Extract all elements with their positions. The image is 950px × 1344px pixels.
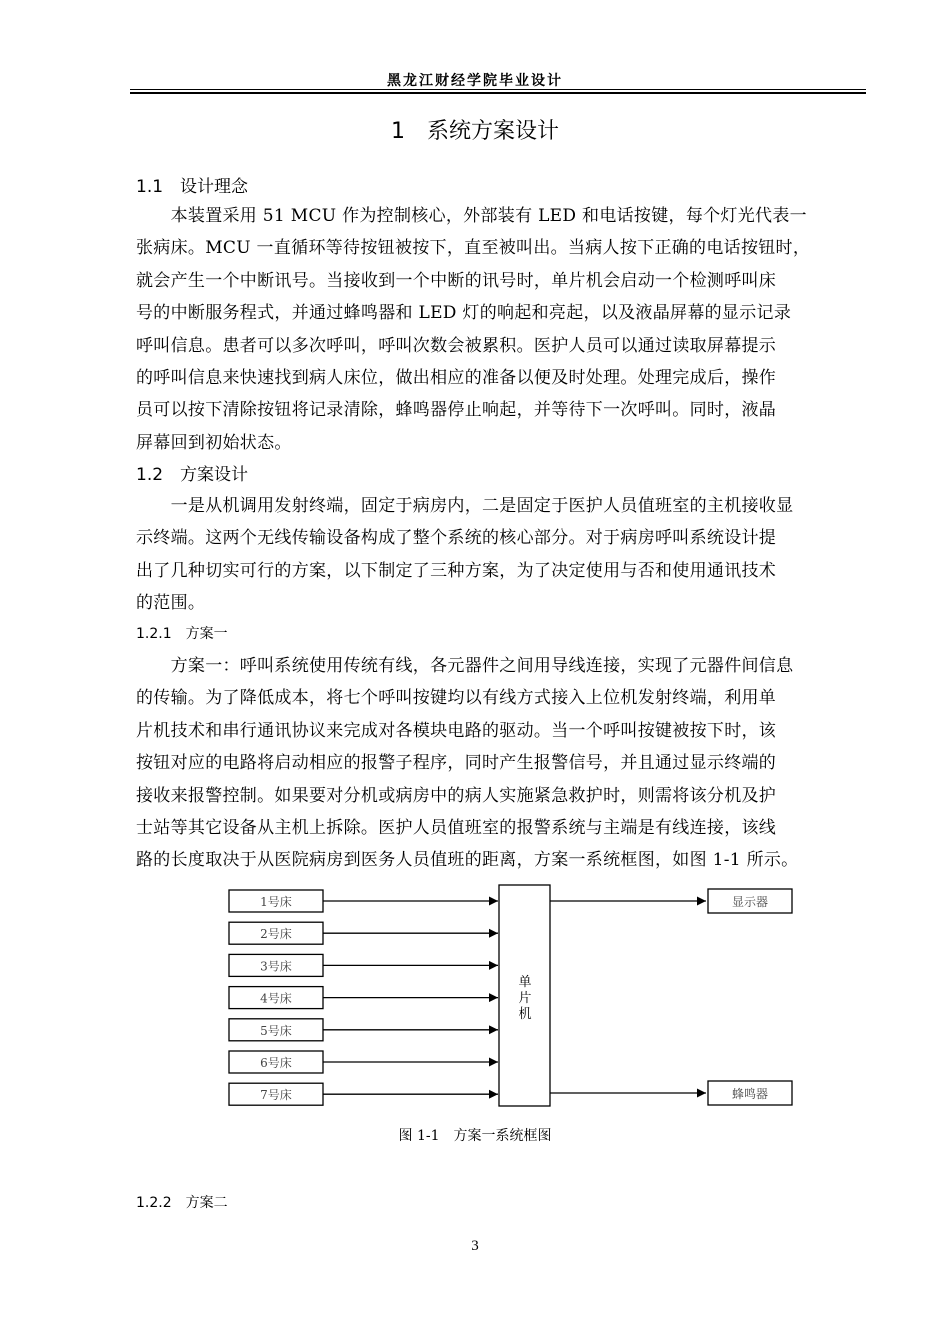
header-rule-thick [130,92,866,94]
section-heading-1-2-1: 1.2.1 方案一 [136,626,228,642]
buzzer-label: 蜂鸣器 [731,1087,769,1101]
bed-label: 5号床 [260,1023,292,1038]
paragraph-design-concept [136,200,860,459]
section-heading-1-2: 1.2 方案设计 [136,465,249,485]
mcu-label [518,975,531,1022]
text-line: 的范围。 [136,593,206,614]
bed-label: 3号床 [260,959,292,974]
text-line: 屏幕回到初始状态。 [136,432,292,453]
mcu-label-char: 机 [518,1007,532,1022]
system-block-diagram [220,880,800,1110]
paragraph-scheme-design [136,490,860,620]
text-line: 就会产生一个中断讯号。当接收到一个中断的讯号时，单片机会启动一个检测呼叫床 [136,270,777,291]
text-line: 一是从机调用发射终端，固定于病房内，二是固定于医护人员值班室的主机接收显 [136,496,794,516]
text-line: 的传输。为了降低成本，将七个呼叫按键均以有线方式接入上位机发射终端，利用单 [136,688,777,709]
text-line: 本装置采用 51 MCU 作为控制核心，外部装有 LED 和电话按键，每个灯光代表一 [136,206,807,226]
section-heading-1-2-2: 1.2.2 方案二 [136,1195,228,1211]
running-header: 黑龙江财经学院毕业设计 [387,73,563,89]
paragraph-scheme-one [136,650,860,877]
bed-label: 1号床 [260,895,292,909]
text-line: 片机技术和串行通讯协议来完成对各模块电路的驱动。当一个呼叫按键被按下时，该 [136,720,777,741]
text-line: 方案一：呼叫系统使用传统有线，各元器件之间用导线连接，实现了元器件间信息 [136,656,794,676]
section-heading-1-1: 1.1 设计理念 [136,177,249,197]
text-line: 按钮对应的电路将启动相应的报警子程序，同时产生报警信号，并且通过显示终端的 [136,753,777,774]
bed-label: 6号床 [260,1056,292,1070]
text-line: 号的中断服务程式，并通过蜂鸣器和 LED 灯的响起和亮起，以及液晶屏幕的显示记录 [136,303,792,324]
text-line: 出了几种切实可行的方案，以下制定了三种方案，为了决定使用与否和使用通讯技术 [136,560,777,581]
chapter-title: 1 系统方案设计 [391,119,559,144]
figure-caption: 图 1-1 方案一系统框图 [398,1128,552,1144]
text-line: 的呼叫信息来快速找到病人床位，做出相应的准备以便及时处理。处理完成后，操作 [136,367,777,388]
text-line: 张病床。MCU 一直循环等待按钮被按下，直至被叫出。当病人按下正确的电话按钮时， [136,238,811,259]
text-line: 接收来报警控制。如果要对分机或病房中的病人实施紧急救护时，则需将该分机及护 [136,785,777,806]
text-line: 示终端。这两个无线传输设备构成了整个系统的核心部分。对于病房呼叫系统设计提 [136,528,777,549]
text-line: 呼叫信息。患者可以多次呼叫，呼叫次数会被累积。医护人员可以通过读取屏幕提示 [136,335,777,356]
display-label: 显示器 [731,895,769,909]
bed-label: 2号床 [260,927,292,942]
mcu-label-char: 片 [518,991,532,1006]
text-line: 士站等其它设备从主机上拆除。医护人员值班室的报警系统与主端是有线连接，该线 [136,817,777,838]
text-line: 路的长度取决于从医院病房到医务人员值班的距离，方案一系统框图，如图 1-1 所示。 [136,850,799,871]
bed-input-blocks [229,890,498,1105]
bed-label: 7号床 [260,1088,292,1103]
header-rule [130,89,866,90]
text-line: 员可以按下清除按钮将记录清除，蜂鸣器停止响起，并等待下一次呼叫。同时，液晶 [136,400,777,421]
output-blocks [550,889,792,1105]
mcu-label-char: 单 [518,975,532,990]
page-number: 3 [471,1238,479,1254]
bed-label: 4号床 [260,991,292,1006]
